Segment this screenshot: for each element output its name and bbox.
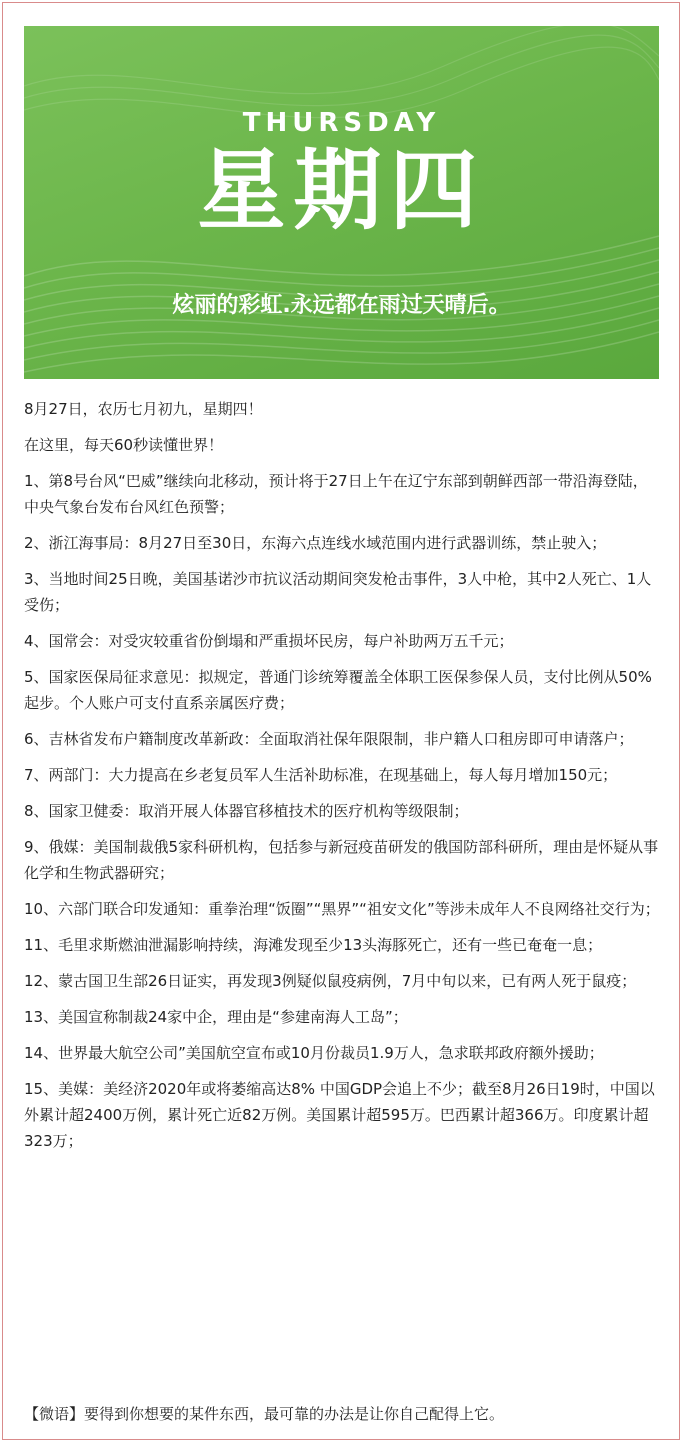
date-line: 8月27日，农历七月初九，星期四！: [24, 400, 263, 418]
weekday-chinese: 星期四: [197, 139, 486, 242]
news-content: [24, 396, 660, 1164]
tagline: 在这里，每天60秒读懂世界！: [24, 436, 224, 454]
news-item: 3、当地时间25日晚，美国基诺沙市抗议活动期间突发枪击事件，3人中枪，其中2人死亡、1人受伤；: [24, 570, 652, 614]
news-item: 9、俄媒：美国制裁俄5家科研机构，包括参与新冠疫苗研发的俄国防部科研所，理由是怀疑从事化学和生物武器研究；: [24, 838, 659, 882]
news-item: 10、六部门联合印发通知：重拳治理“饭圈”“黑界”“祖安文化”等涉未成年人不良网络社交行为；: [24, 900, 660, 918]
news-item: 1、第8号台风“巴威”继续向北移动，预计将于27日上午在辽宁东部到朝鲜西部一带沿海登陆，中央气象台发布台风红色预警；: [24, 472, 648, 516]
daily-quote: 【微语】要得到你想要的某件东西，最可靠的办法是让你自己配得上它。: [24, 1405, 505, 1423]
news-item: 14、世界最大航空公司”美国航空宣布或10月份裁员1.9万人，急求联邦政府额外援助；: [24, 1044, 604, 1062]
news-item: 7、两部门：大力提高在乡老复员军人生活补助标准，在现基础上，每人每月增加150元；: [24, 766, 618, 784]
news-list: [24, 468, 660, 1154]
news-item: 15、美媒：美经济2020年或将萎缩高达8% 中国GDP会追上不少；截至8月26日19时，中国以外累计超2400万例，累计死亡近82万例。美国累计超595万。巴西累计超366万。印度累计超323万；: [24, 1080, 655, 1150]
news-item: 8、国家卫健委：取消开展人体器官移植技术的医疗机构等级限制；: [24, 802, 469, 820]
news-item: 5、国家医保局征求意见：拟规定，普通门诊统筹覆盖全体职工医保参保人员，支付比例从50%起步。个人账户可支付直系亲属医疗费；: [24, 668, 652, 712]
news-item: 6、吉林省发布户籍制度改革新政：全面取消社保年限限制，非户籍人口租房即可申请落户；: [24, 730, 634, 748]
banner-image: [24, 26, 659, 379]
banner-slogan: 炫丽的彩虹.永远都在雨过天晴后。: [172, 293, 511, 318]
news-item: 13、美国宣称制裁24家中企，理由是“参建南海人工岛”；: [24, 1008, 408, 1026]
news-item: 11、毛里求斯燃油泄漏影响持续，海滩发现至少13头海豚死亡，还有一些已奄奄一息；: [24, 936, 603, 954]
news-item: 4、国常会：对受灾较重省份倒塌和严重损坏民房，每户补助两万五千元；: [24, 632, 514, 650]
news-item: 12、蒙古国卫生部26日证实，再发现3例疑似鼠疫病例，7月中旬以来，已有两人死于鼠疫；: [24, 972, 637, 990]
news-item: 2、浙江海事局：8月27日至30日，东海六点连线水域范围内进行武器训练，禁止驶入；: [24, 534, 607, 552]
weekday-english: THURSDAY: [242, 108, 441, 138]
